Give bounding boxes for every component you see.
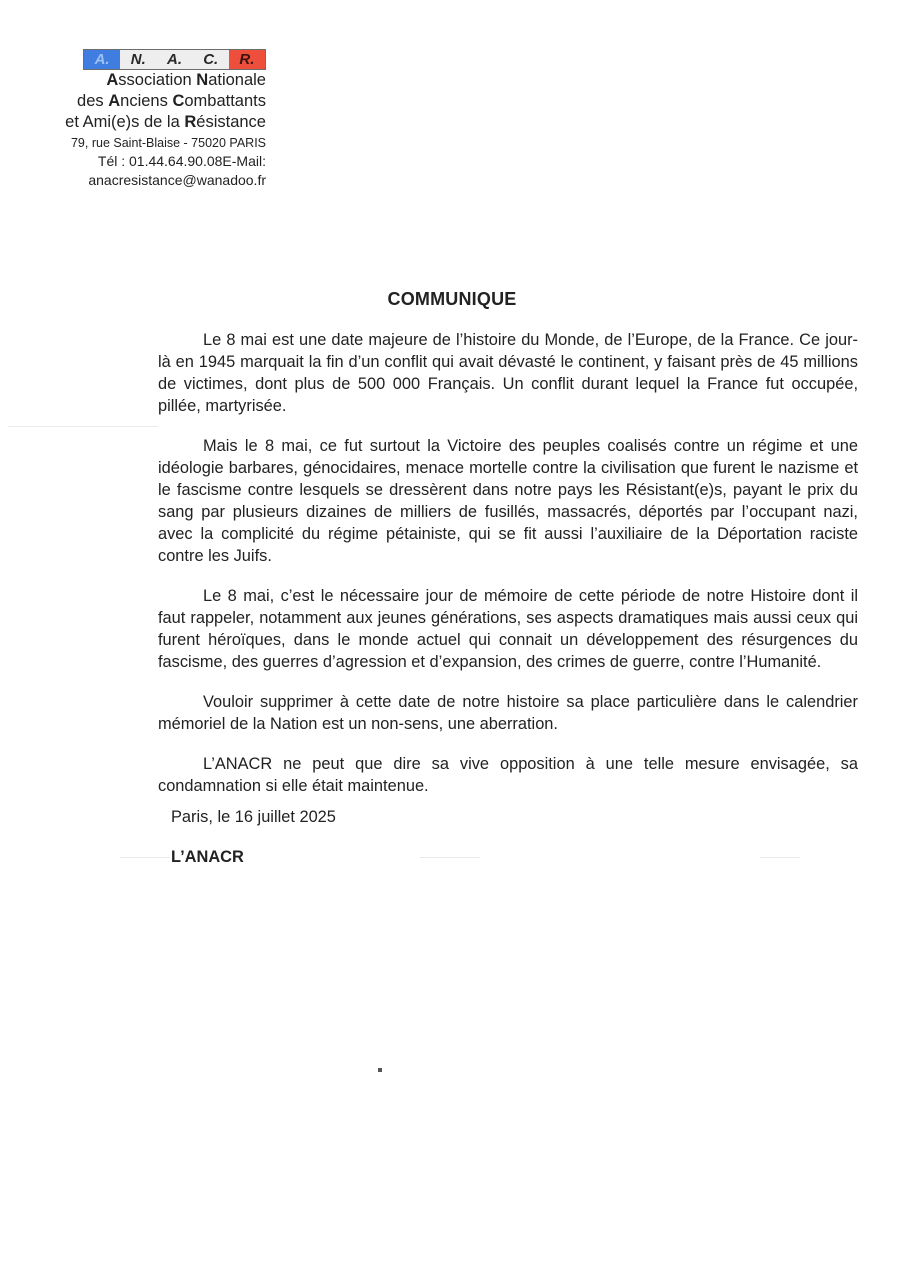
anacr-logo bbox=[83, 49, 266, 70]
org-name-line-3 bbox=[40, 112, 266, 133]
logo-letter-a: A. bbox=[84, 50, 120, 69]
letterhead bbox=[40, 49, 266, 190]
document-title: COMMUNIQUE bbox=[387, 289, 517, 309]
org-initial: A bbox=[108, 92, 121, 110]
org-email: anacresistance@wanadoo.fr bbox=[88, 172, 266, 188]
logo-letter-c: C. bbox=[193, 50, 229, 69]
scan-artifact-line bbox=[420, 857, 480, 858]
paragraph-4: Vouloir supprimer à cette date de notre histoire sa place particulière dans le calendrier mémoriel de la Nation est un non-sens, une aberration. bbox=[158, 693, 858, 733]
paragraph-1: Le 8 mai est une date majeure de l’histoire du Monde, de l’Europe, de la France. Ce jour-là en 1945 marquait la fin d’un conflit qui avait dévasté le continent, y faisant près de 45 millions de victimes, dont plus de 500 000 Français. Un conflit durant lequel la France fut occupée, pillée, martyrisée. bbox=[158, 331, 858, 415]
scan-artifact-line bbox=[120, 857, 170, 858]
org-text: ssociation bbox=[118, 71, 197, 89]
signature: L’ANACR bbox=[171, 848, 244, 866]
org-initial: C bbox=[172, 92, 185, 110]
org-initial: R bbox=[184, 113, 197, 131]
org-phone: Tél : 01.44.64.90.08E-Mail: bbox=[97, 153, 266, 169]
scan-artifact-line bbox=[760, 857, 800, 858]
logo-letter-n: N. bbox=[120, 50, 156, 69]
org-name-line-2 bbox=[40, 91, 266, 112]
logo-letter-a2: A. bbox=[156, 50, 192, 69]
org-address: 79, rue Saint-Blaise - 75020 PARIS bbox=[70, 136, 266, 150]
place-and-date: Paris, le 16 juillet 2025 bbox=[171, 808, 336, 826]
paragraph-3: Le 8 mai, c’est le nécessaire jour de mémoire de cette période de notre Histoire dont il faut rappeler, notamment aux jeunes générations, ses aspects dramatiques mais aussi ceux qui furent héroïques, dans le monde actuel qui connait un développement des résurgences du fascisme, des guerres d’agression et d’expansion, des crimes de guerre, contre l’Humanité. bbox=[158, 587, 858, 671]
org-initial: N bbox=[196, 71, 209, 89]
paragraph-2: Mais le 8 mai, ce fut surtout la Victoire des peuples coalisés contre un régime et une idéologie barbares, génocidaires, menace mortelle contre la civilisation que furent le nazisme et le fascisme contre lesquels se dressèrent dans notre pays les Résistant(e)s, payant le prix du sang par plusieurs dizaines de milliers de fusillés, massacrés, déportés par l’occupant nazi, avec la complicité du régime pétainiste, qui se fit aussi l’auxiliaire de la Déportation raciste contre les Juifs. bbox=[158, 437, 858, 565]
org-text: nciens bbox=[120, 92, 173, 110]
org-text: et Ami(e)s de la bbox=[65, 113, 185, 131]
org-initial: A bbox=[106, 71, 119, 89]
scan-artifact-line bbox=[8, 426, 158, 427]
org-text: des bbox=[77, 92, 109, 110]
logo-letter-r: R. bbox=[229, 50, 265, 69]
org-text: ationale bbox=[208, 71, 266, 89]
scan-artifact-speck bbox=[378, 1068, 382, 1072]
document-body bbox=[158, 329, 858, 815]
org-text: ombattants bbox=[184, 92, 266, 110]
org-text: ésistance bbox=[196, 113, 266, 131]
paragraph-5: L’ANACR ne peut que dire sa vive opposition à une telle mesure envisagée, sa condamnation si elle était maintenue. bbox=[158, 755, 858, 795]
org-name-line-1 bbox=[40, 70, 266, 91]
